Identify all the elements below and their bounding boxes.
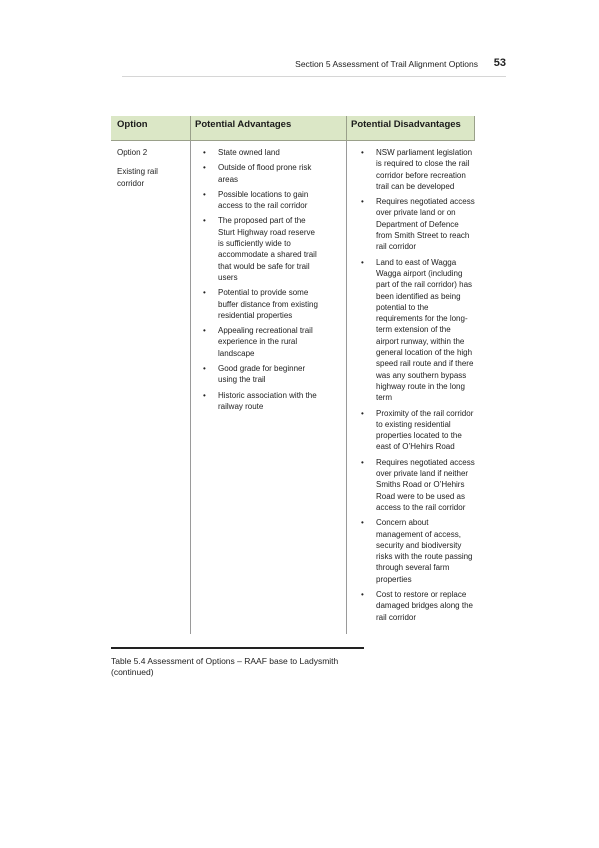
table-caption: Table 5.4 Assessment of Options – RAAF base to Ladysmith (continued) bbox=[111, 656, 339, 677]
list-item: • Land to east of Wagga Wagga airport (including part of the rail corridor) has been identified as being potential to the requirements for the long-term extension of the airport runway, within the general location of the high speed rail route and if there was any southern bypass highway route in the long term bbox=[361, 257, 474, 403]
page-number: 53 bbox=[493, 57, 506, 69]
bullet-icon: • bbox=[203, 288, 206, 298]
header-disadvantages: Potential Disadvantages bbox=[351, 119, 461, 130]
list-item: • Possible locations to gain access to the rail corridor bbox=[203, 189, 309, 211]
bullet-icon: • bbox=[361, 457, 364, 467]
advantages-list bbox=[203, 147, 319, 412]
bullet-icon: • bbox=[203, 163, 206, 173]
list-item: • Potential to provide some buffer distance from existing residential properties bbox=[203, 288, 318, 320]
caption-rule bbox=[111, 647, 364, 649]
list-item: • Outside of flood prone risk areas bbox=[203, 163, 312, 184]
list-item: • Requires negotiated access over private land if neither Smiths Road or O’Hehirs Road were to be used as access to the rail corridor bbox=[361, 457, 475, 512]
bullet-icon: • bbox=[203, 364, 206, 374]
bullet-icon: • bbox=[203, 216, 206, 226]
header-option: Option bbox=[117, 119, 148, 130]
list-item: • Appealing recreational trail experience in the rural landscape bbox=[203, 326, 313, 358]
bullet-icon: • bbox=[203, 148, 206, 157]
option-number: Option 2 bbox=[117, 148, 148, 157]
list-item: • Concern about management of access, security and biodiversity risks with the route passing through several farm properties bbox=[361, 518, 473, 584]
advantages-cell bbox=[203, 147, 319, 416]
option-cell bbox=[117, 147, 187, 197]
assessment-table bbox=[111, 116, 475, 634]
list-item: • State owned land bbox=[203, 148, 280, 157]
table-body-row bbox=[111, 141, 475, 634]
bullet-icon: • bbox=[203, 390, 206, 400]
bullet-icon: • bbox=[361, 257, 364, 267]
option-description: Existing rail corridor bbox=[117, 167, 158, 188]
bullet-icon: • bbox=[203, 189, 206, 199]
list-item: • Proximity of the rail corridor to existing residential properties located to the east of O’Hehirs Road bbox=[361, 408, 474, 452]
header-advantages: Potential Advantages bbox=[195, 119, 292, 130]
list-item: • Requires negotiated access over private land or on Department of Defence from Smith Street to reach rail corridor bbox=[361, 197, 475, 252]
bullet-icon: • bbox=[361, 589, 364, 599]
section-title: Section 5 Assessment of Trail Alignment Options bbox=[295, 59, 478, 69]
list-item: • NSW parliament legislation is required to close the rail corridor before recreation trail can be developed bbox=[361, 148, 473, 191]
disadvantages-list bbox=[361, 147, 475, 623]
list-item: • Historic association with the railway route bbox=[203, 390, 317, 411]
table-header-row bbox=[111, 116, 475, 141]
bullet-icon: • bbox=[361, 197, 364, 207]
bullet-icon: • bbox=[361, 408, 364, 418]
bullet-icon: • bbox=[203, 326, 206, 336]
bullet-icon: • bbox=[361, 518, 364, 528]
disadvantages-cell bbox=[361, 147, 475, 627]
list-item: • The proposed part of the Sturt Highway road reserve is sufficiently wide to accommodate a shared trail that would be safe for trail users bbox=[203, 216, 317, 282]
list-item: • Good grade for beginner using the trail bbox=[203, 364, 306, 385]
bullet-icon: • bbox=[361, 148, 364, 157]
list-item: • Cost to restore or replace damaged bridges along the rail corridor bbox=[361, 589, 473, 622]
page-header bbox=[122, 58, 506, 77]
